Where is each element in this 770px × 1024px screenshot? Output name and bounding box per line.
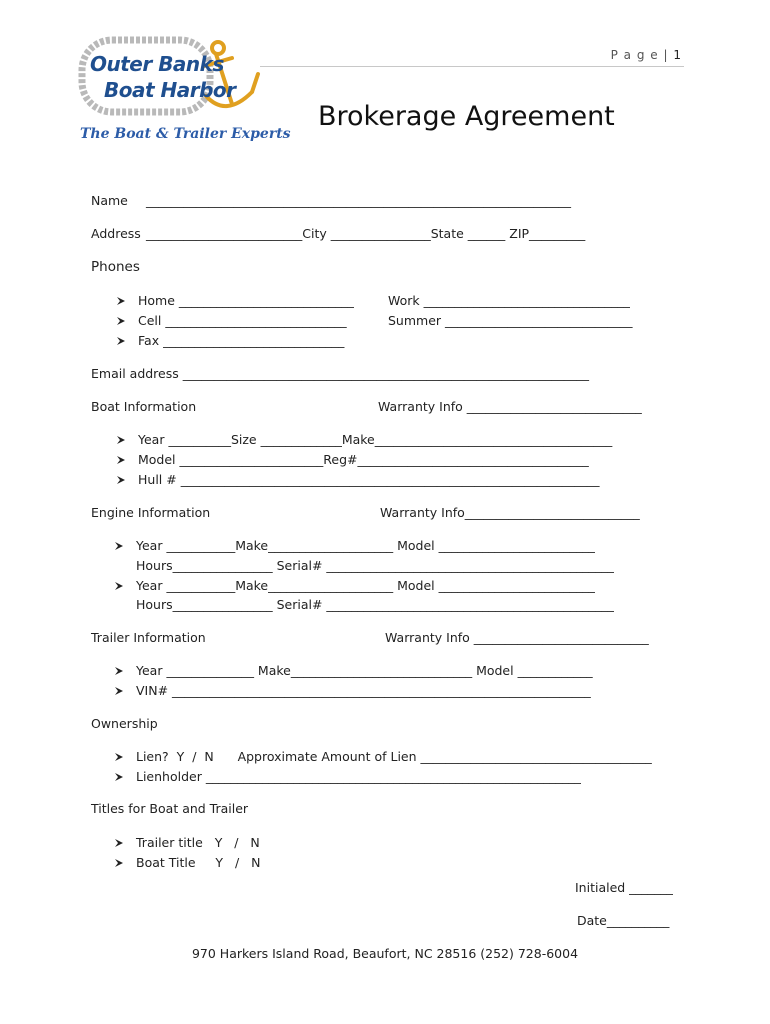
ownership-heading: Ownership	[91, 716, 158, 731]
name-field[interactable]: ____________________________________________________________________	[146, 193, 571, 208]
page-label: P a g e	[610, 48, 659, 62]
logo-tagline: The Boat & Trailer Experts	[80, 126, 291, 142]
engine2-year-make-model-field[interactable]: Year ___________Make____________________ Model _________________________	[136, 578, 595, 593]
phones-heading: Phones	[91, 259, 140, 275]
boat-warranty-field[interactable]: Warranty Info ____________________________	[378, 399, 642, 414]
arrow-bullet-icon	[114, 752, 124, 762]
boat-model-reg-field[interactable]: Model _______________________Reg#_____________________________________	[138, 452, 589, 467]
arrow-bullet-icon	[114, 581, 124, 591]
page-number-label	[611, 48, 682, 62]
boat-hull-field[interactable]: Hull # ___________________________________________________________________	[138, 472, 600, 487]
name-label: Name	[91, 193, 128, 208]
address-label: Address	[91, 226, 141, 241]
boat-title-field[interactable]: Boat Title Y / N	[136, 855, 261, 870]
engine2-hours-serial-field[interactable]: Hours________________ Serial# ______________________________________________	[136, 597, 614, 612]
trailer-vin-field[interactable]: VIN# ___________________________________________________________________	[136, 683, 591, 698]
trailer-title-field[interactable]: Trailer title Y / N	[136, 835, 260, 850]
footer-address: 970 Harkers Island Road, Beaufort, NC 28516 (252) 728-6004	[191, 946, 579, 961]
boat-year-size-make-field[interactable]: Year __________Size _____________Make______________________________________	[138, 432, 613, 447]
arrow-bullet-icon	[114, 541, 124, 551]
trailer-info-heading: Trailer Information	[91, 630, 206, 645]
email-field[interactable]: Email address _________________________________________________________________	[91, 366, 589, 381]
header-rule	[260, 66, 684, 67]
trailer-warranty-field[interactable]: Warranty Info ____________________________	[385, 630, 649, 645]
lien-field[interactable]: Lien? Y / N Approximate Amount of Lien _____________________________________	[136, 749, 652, 764]
arrow-bullet-icon	[116, 316, 126, 326]
arrow-bullet-icon	[116, 475, 126, 485]
logo-line-2: Boat Harbor	[104, 78, 236, 102]
boat-info-heading: Boat Information	[91, 399, 197, 414]
engine-info-heading: Engine Information	[91, 505, 211, 520]
arrow-bullet-icon	[114, 838, 124, 848]
titles-heading: Titles for Boat and Trailer	[91, 801, 249, 816]
page-title: Brokerage Agreement	[318, 101, 615, 132]
arrow-bullet-icon	[114, 772, 124, 782]
cell-phone-field[interactable]: Cell _____________________________	[138, 313, 347, 328]
logo-line-1: Outer Banks	[90, 52, 224, 76]
arrow-bullet-icon	[116, 296, 126, 306]
arrow-bullet-icon	[116, 336, 126, 346]
initialed-field[interactable]: Initialed _______	[575, 880, 673, 895]
engine1-hours-serial-field[interactable]: Hours________________ Serial# ______________________________________________	[136, 558, 614, 573]
arrow-bullet-icon	[114, 858, 124, 868]
engine-warranty-field[interactable]: Warranty Info____________________________	[380, 505, 640, 520]
home-phone-field[interactable]: Home ____________________________	[138, 293, 354, 308]
engine1-year-make-model-field[interactable]: Year ___________Make____________________ Model _________________________	[136, 538, 595, 553]
summer-phone-field[interactable]: Summer ______________________________	[388, 313, 633, 328]
trailer-year-make-model-field[interactable]: Year ______________ Make_____________________________ Model ____________	[136, 663, 593, 678]
arrow-bullet-icon	[114, 666, 124, 676]
fax-field[interactable]: Fax _____________________________	[138, 333, 345, 348]
page-separator: |	[663, 48, 669, 62]
arrow-bullet-icon	[114, 686, 124, 696]
address-city-state-zip-field[interactable]: _________________________City ________________State ______ ZIP_________	[146, 226, 586, 241]
arrow-bullet-icon	[116, 455, 126, 465]
arrow-bullet-icon	[116, 435, 126, 445]
work-phone-field[interactable]: Work _________________________________	[388, 293, 630, 308]
lienholder-field[interactable]: Lienholder ____________________________________________________________	[136, 769, 581, 784]
page-number: 1	[673, 48, 682, 62]
date-field[interactable]: Date__________	[577, 913, 670, 928]
